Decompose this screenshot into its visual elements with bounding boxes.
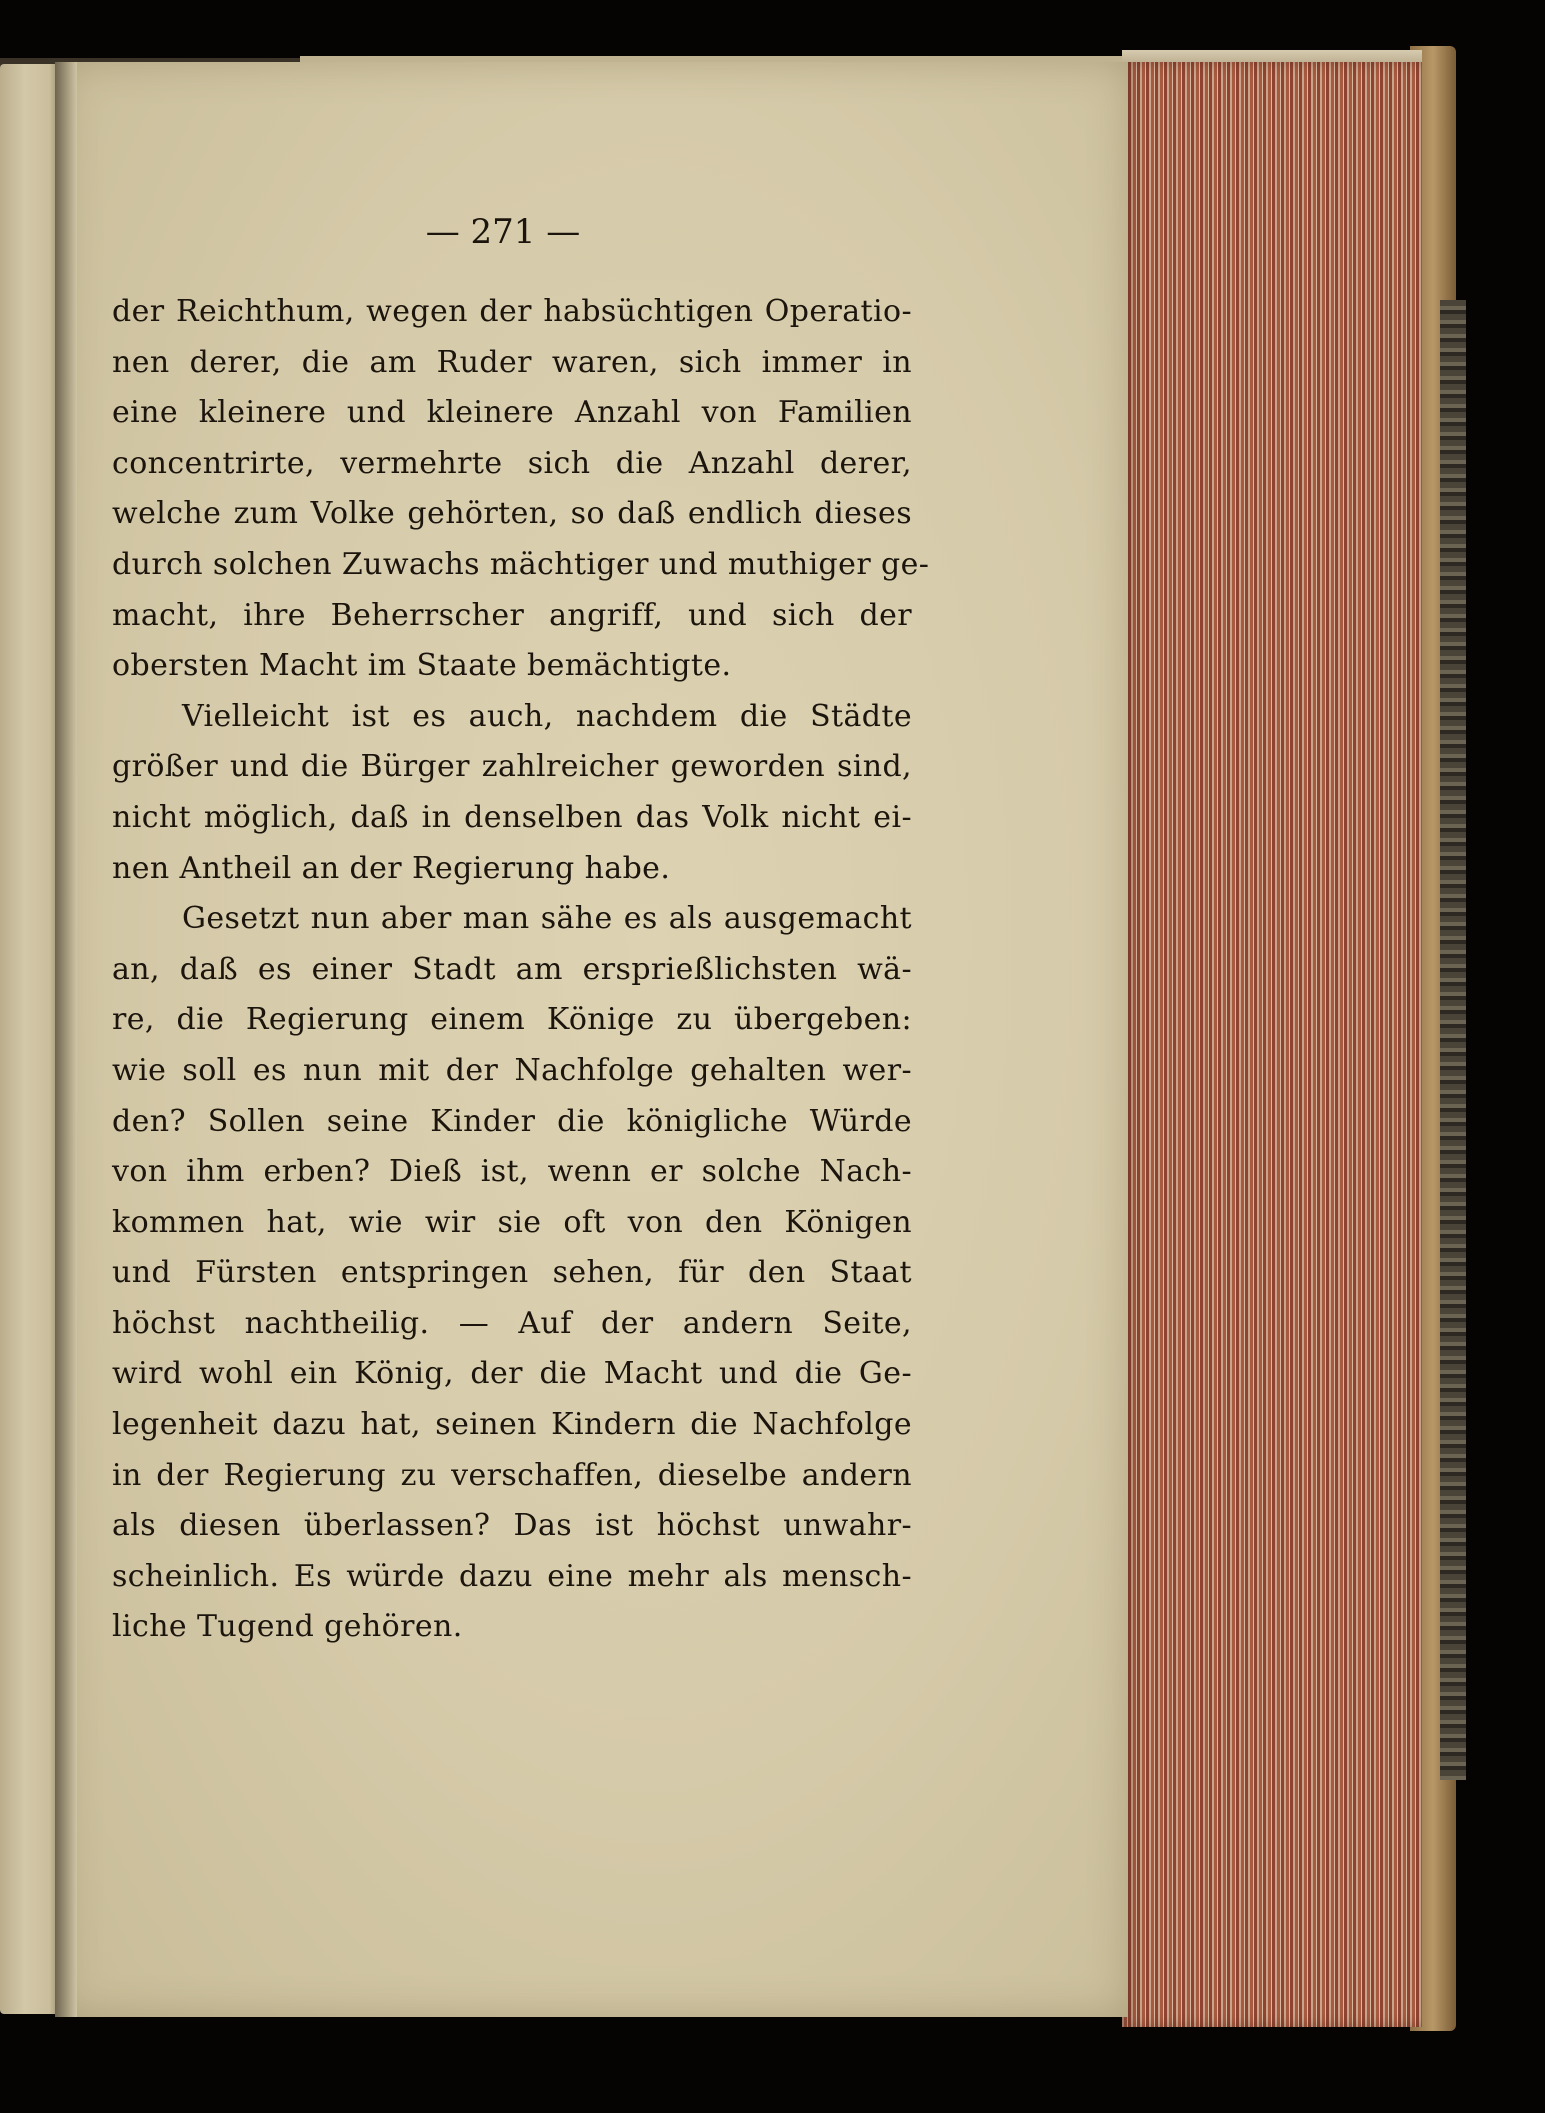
text-line: der Reichthum, wegen der habsüchtigen Operatio-	[112, 294, 912, 329]
page-gutter	[55, 62, 77, 2017]
text-line: wird wohl ein König, der die Macht und die Ge-	[112, 1356, 912, 1392]
text-line: größer und die Bürger zahlreicher geworden sind,	[112, 749, 912, 785]
text-line: als diesen überlassen? Das ist höchst unwahr-	[112, 1508, 912, 1544]
page-number: — 271 —	[425, 212, 581, 252]
text-line: durch solchen Zuwachs mächtiger und muthiger ge-	[112, 546, 930, 582]
text-line: und Fürsten entspringen sehen, für den Staat	[112, 1255, 912, 1291]
text-line: liche Tugend gehören.	[112, 1609, 463, 1645]
text-line: in der Regierung zu verschaffen, dieselbe andern	[112, 1457, 912, 1493]
text-line: an, daß es einer Stadt am ersprießlichsten wä-	[112, 951, 912, 987]
text-line: höchst nachtheilig. — Auf der andern Seite,	[112, 1305, 912, 1341]
text-line: re, die Regierung einem Könige zu übergeben:	[112, 1002, 912, 1038]
text-line: scheinlich. Es würde dazu eine mehr als mensch-	[112, 1558, 912, 1594]
previous-page-sliver	[0, 64, 62, 2014]
text-line: nen derer, die am Ruder waren, sich immer in	[112, 344, 912, 380]
text-line: von ihm erben? Dieß ist, wenn er solche Nach-	[112, 1154, 912, 1190]
text-line: welche zum Volke gehörten, so daß endlich dieses	[112, 496, 912, 532]
text-line: legenheit dazu hat, seinen Kindern die Nachfolge	[112, 1407, 912, 1443]
text-line: eine kleinere und kleinere Anzahl von Familien	[112, 395, 912, 431]
text-line: wie soll es nun mit der Nachfolge gehalten wer-	[112, 1052, 912, 1088]
text-line: nen Antheil an der Regierung habe.	[112, 850, 671, 886]
text-line: macht, ihre Beherrscher angriff, und sich der	[112, 597, 912, 633]
page-fore-edge	[1122, 62, 1422, 2027]
text-line: kommen hat, wie wir sie oft von den Königen	[112, 1204, 912, 1240]
text-line: den? Sollen seine Kinder die königliche Würde	[112, 1103, 912, 1139]
text-line: nicht möglich, daß in denselben das Volk nicht ei-	[112, 799, 912, 835]
text-line: Vielleicht ist es auch, nachdem die Städte	[182, 698, 912, 734]
text-line: Gesetzt nun aber man sähe es als ausgemacht	[182, 901, 912, 937]
text-line: concentrirte, vermehrte sich die Anzahl derer,	[112, 445, 912, 481]
marbled-board	[1440, 300, 1466, 1780]
page-text	[112, 287, 930, 1653]
text-line: obersten Macht im Staate bemächtigte.	[112, 648, 732, 684]
